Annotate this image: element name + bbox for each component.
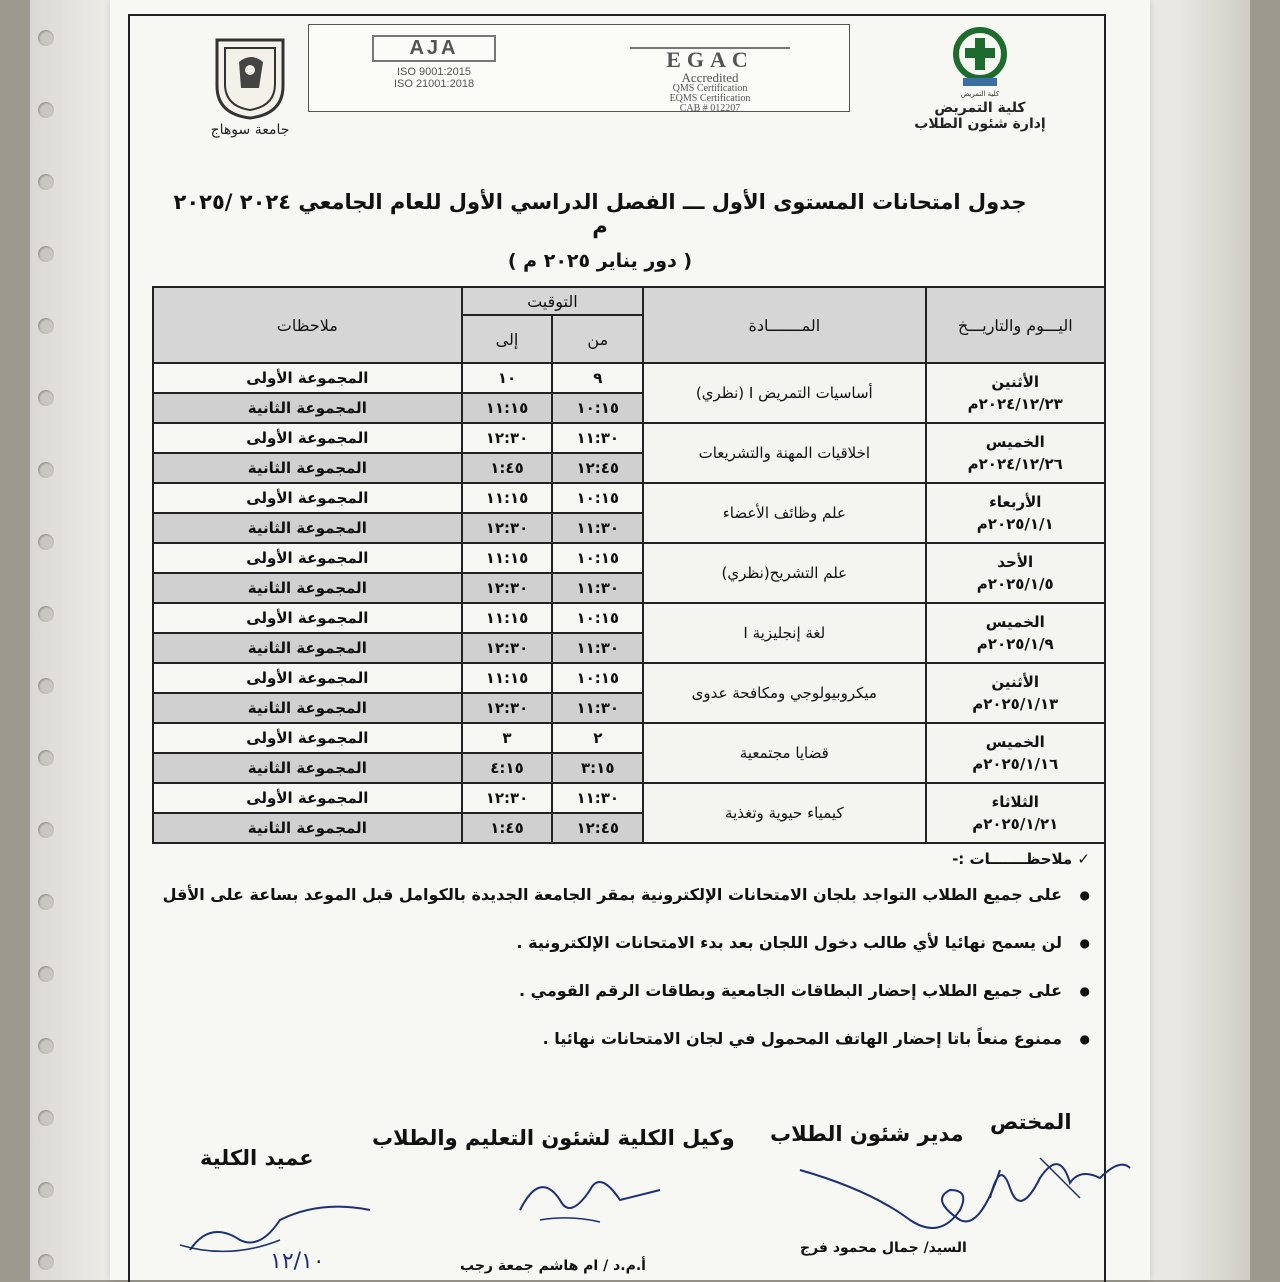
binder-hole: [38, 750, 54, 766]
notes-list: [150, 882, 1090, 1074]
from-time: ١١:٣٠: [552, 693, 643, 723]
student-affairs-office: إدارة شئون الطلاب: [914, 116, 1046, 132]
svg-text:١٢/١٠: ١٢/١٠: [270, 1249, 325, 1274]
exam-date: ٢٠٢٥/١/١٦م: [972, 755, 1059, 773]
to-time: ١٢:٣٠: [462, 633, 553, 663]
from-time: ١١:٣٠: [552, 633, 643, 663]
binder-hole: [38, 1182, 54, 1198]
subject-cell: لغة إنجليزية I: [643, 603, 925, 663]
to-time: ١٢:٣٠: [462, 693, 553, 723]
binder-holes: [38, 0, 58, 1280]
binder-hole: [38, 318, 54, 334]
binder-hole: [38, 534, 54, 550]
vice-dean-name: أ.م.د / ام هاشم جمعة رجب: [460, 1258, 646, 1274]
to-time: ١٢:٣٠: [462, 513, 553, 543]
header-to: إلى: [462, 315, 553, 363]
day-name: الأثنين: [991, 373, 1040, 391]
group-note: المجموعة الثانية: [153, 633, 462, 663]
subject-cell: اخلاقيات المهنة والتشريعات: [643, 423, 925, 483]
subject-cell: ميكروبيولوجي ومكافحة عدوى: [643, 663, 925, 723]
from-time: ١١:٣٠: [552, 573, 643, 603]
to-time: ١١:١٥: [462, 393, 553, 423]
binder-hole: [38, 462, 54, 478]
header-timing: التوقيت: [462, 287, 644, 315]
exam-date: ٢٠٢٥/١/٢١م: [972, 815, 1059, 833]
to-time: ١٢:٣٠: [462, 423, 553, 453]
group-note: المجموعة الأولى: [153, 723, 462, 753]
director-name: السيد/ جمال محمود فرج: [800, 1240, 967, 1256]
dean-title: عميد الكلية: [200, 1146, 314, 1170]
group-note: المجموعة الثانية: [153, 513, 462, 543]
exam-date: ٢٠٢٥/١/١٣م: [972, 695, 1059, 713]
director-title: مدير شئون الطلاب: [770, 1122, 964, 1146]
director-signature: [790, 1150, 1010, 1240]
to-time: ١٢:٣٠: [462, 783, 553, 813]
to-time: ١١:١٥: [462, 543, 553, 573]
to-time: ١١:١٥: [462, 603, 553, 633]
group-note: المجموعة الأولى: [153, 483, 462, 513]
group-note: المجموعة الثانية: [153, 753, 462, 783]
subject-cell: علم التشريح(نظري): [643, 543, 925, 603]
from-time: ١٠:١٥: [552, 543, 643, 573]
binder-hole: [38, 102, 54, 118]
subject-cell: قضايا مجتمعية: [643, 723, 925, 783]
vice-dean-title: وكيل الكلية لشئون التعليم والطلاب: [372, 1126, 735, 1150]
binder-hole: [38, 678, 54, 694]
header-notes: ملاحظات: [153, 287, 462, 363]
specialist-title: المختص: [990, 1110, 1072, 1134]
binder-hole: [38, 174, 54, 190]
svg-text:كلية التمريض: كلية التمريض: [960, 90, 1000, 98]
group-note: المجموعة الثانية: [153, 693, 462, 723]
from-time: ٢: [552, 723, 643, 753]
from-time: ١١:٣٠: [552, 423, 643, 453]
group-note: المجموعة الثانية: [153, 813, 462, 843]
group-note: المجموعة الثانية: [153, 393, 462, 423]
binder-hole: [38, 894, 54, 910]
group-note: المجموعة الأولى: [153, 663, 462, 693]
to-time: ٤:١٥: [462, 753, 553, 783]
to-time: ٣: [462, 723, 553, 753]
day-name: الأحد: [997, 553, 1034, 571]
group-note: المجموعة الثانية: [153, 453, 462, 483]
to-time: ١:٤٥: [462, 453, 553, 483]
day-name: الثلاثاء: [991, 793, 1039, 811]
list-item: ● على جميع الطلاب التواجد بلجان الامتحانات الإلكترونية بمقر الجامعة الجديدة بالكوامل قبل الموعد بساعة على الأقل: [150, 882, 1090, 908]
binder-hole: [38, 246, 54, 262]
list-item: ● ممنوع منعاً باتا إحضار الهاتف المحمول في لجان الامتحانات نهائيا .: [150, 1026, 1090, 1052]
group-note: المجموعة الأولى: [153, 783, 462, 813]
notes-heading: ✓ ملاحظـــــــات :-: [952, 850, 1090, 868]
subject-cell: أساسيات التمريض I (نظري): [643, 363, 925, 423]
subject-cell: كيمياء حيوية وتغذية: [643, 783, 925, 843]
to-time: ١٠: [462, 363, 553, 393]
binder-hole: [38, 606, 54, 622]
header-from: من: [552, 315, 643, 363]
exam-date: ٢٠٢٤/١٢/٢٦م: [967, 455, 1063, 473]
aja-logo: AJA ISO 9001:2015 ISO 21001:2018: [339, 35, 529, 101]
binder-hole: [38, 390, 54, 406]
exam-date: ٢٠٢٤/١٢/٢٣م: [967, 395, 1063, 413]
university-name: جامعة سوهاج: [210, 122, 290, 138]
exam-date: ٢٠٢٥/١/١م: [976, 515, 1054, 533]
exam-date: ٢٠٢٥/١/٩م: [976, 635, 1054, 653]
group-note: المجموعة الأولى: [153, 363, 462, 393]
from-time: ١٠:١٥: [552, 393, 643, 423]
header-subject: المـــــــادة: [643, 287, 925, 363]
page-title: جدول امتحانات المستوى الأول ـــ الفصل الدراسي الأول للعام الجامعي ٢٠٢٤ /٢٠٢٥ م: [173, 190, 1027, 238]
egac-logo: EGAC Accredited QMS Certification EQMS Certification CAB # 012207: [585, 33, 835, 103]
group-note: المجموعة الأولى: [153, 423, 462, 453]
from-time: ٣:١٥: [552, 753, 643, 783]
notes-layer: [110, 0, 1150, 1280]
binder-hole: [38, 1110, 54, 1126]
from-time: ١١:٣٠: [552, 783, 643, 813]
subject-cell: علم وظائف الأعضاء: [643, 483, 925, 543]
from-time: ١٠:١٥: [552, 663, 643, 693]
day-name: الخميس: [985, 613, 1045, 631]
group-note: المجموعة الأولى: [153, 603, 462, 633]
from-time: ١٠:١٥: [552, 483, 643, 513]
binder-hole: [38, 30, 54, 46]
day-name: الخميس: [985, 733, 1045, 751]
from-time: ١٢:٤٥: [552, 453, 643, 483]
faculty-name: كلية التمريض: [934, 100, 1026, 116]
to-time: ١١:١٥: [462, 663, 553, 693]
group-note: المجموعة الأولى: [153, 543, 462, 573]
exam-date: ٢٠٢٥/١/٥م: [976, 575, 1054, 593]
header-day-date: اليـــوم والتاريـــخ: [926, 287, 1106, 363]
exam-session-subtitle: ( دور يناير ٢٠٢٥ م ): [507, 250, 693, 272]
group-note: المجموعة الثانية: [153, 573, 462, 603]
to-time: ١١:١٥: [462, 483, 553, 513]
day-name: الأثنين: [991, 673, 1040, 691]
day-name: الخميس: [985, 433, 1045, 451]
list-item: ● على جميع الطلاب إحضار البطاقات الجامعية وبطاقات الرقم القومي .: [150, 978, 1090, 1004]
dean-signature: [170, 1190, 400, 1280]
from-time: ١١:٣٠: [552, 513, 643, 543]
binder-hole: [38, 1038, 54, 1054]
to-time: ١:٤٥: [462, 813, 553, 843]
from-time: ١٠:١٥: [552, 603, 643, 633]
from-time: ١٢:٤٥: [552, 813, 643, 843]
day-name: الأربعاء: [989, 493, 1042, 511]
binder-hole: [38, 822, 54, 838]
to-time: ١٢:٣٠: [462, 573, 553, 603]
list-item: ● لن يسمح نهائيا لأي طالب دخول اللجان بعد بدء الامتحانات الإلكترونية .: [150, 930, 1090, 956]
from-time: ٩: [552, 363, 643, 393]
binder-hole: [38, 1254, 54, 1270]
vice-dean-signature: [510, 1160, 670, 1230]
binder-hole: [38, 966, 54, 982]
